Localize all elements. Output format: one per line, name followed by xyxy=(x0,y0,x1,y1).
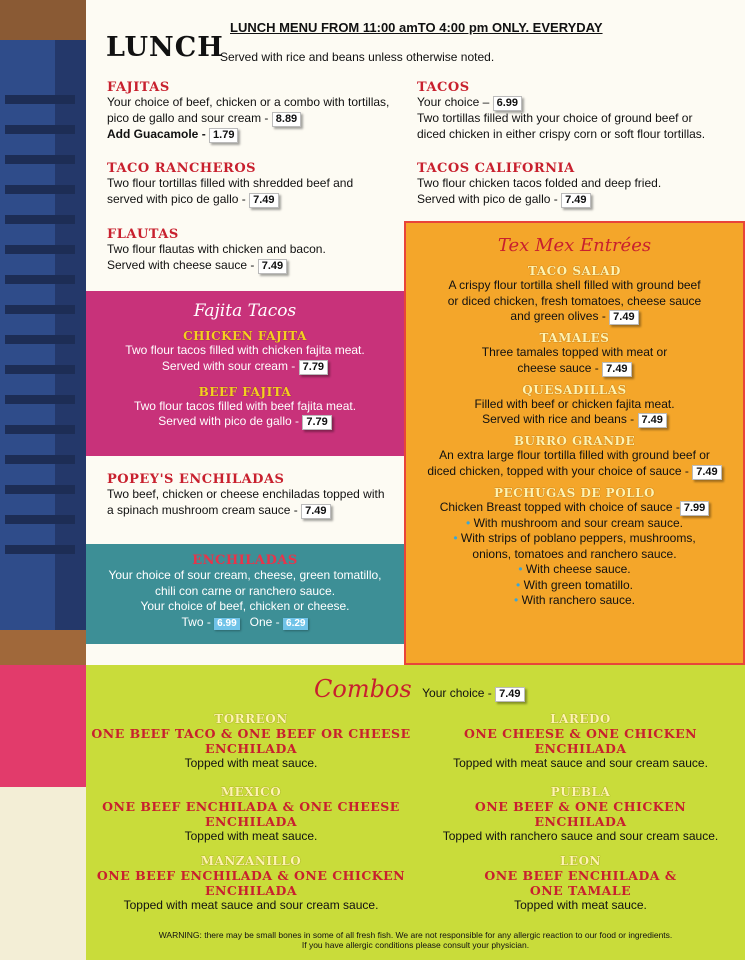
item-desc: pico de gallo and sour cream - xyxy=(107,110,272,125)
combo-manzanillo xyxy=(86,854,416,914)
item-desc: a spinach mushroom cream sauce - xyxy=(107,502,302,517)
shutter-icon xyxy=(0,0,86,665)
section-title: Combos xyxy=(314,675,412,703)
item-desc: Served with cheese sauce - xyxy=(107,257,258,272)
item-desc: A crispy flour tortilla shell filled with ground beef xyxy=(448,278,701,292)
combo-desc: Topped with meat sauce. xyxy=(514,898,647,912)
combo-line: ONE BEEF ENCHILADA & xyxy=(484,868,677,883)
tacos-california-item xyxy=(417,161,737,208)
item-name: TACOS CALIFORNIA xyxy=(417,161,575,176)
price-tag: 6.29 xyxy=(283,618,308,630)
sauce-option: onions, tomatoes and ranchero sauce. xyxy=(472,546,677,561)
section-title: Fajita Tacos xyxy=(193,301,297,321)
combos-section xyxy=(86,665,745,960)
price-tag: 1.79 xyxy=(209,128,238,143)
fajitas-item xyxy=(107,80,407,143)
price-tag: 6.99 xyxy=(493,96,522,111)
combo-name: LAREDO xyxy=(550,712,611,726)
item-desc: served with pico de gallo - xyxy=(107,191,250,206)
combo-line: ENCHILADA xyxy=(204,741,298,756)
price-tag: 7.49 xyxy=(258,259,287,274)
item-desc: or diced chicken, fresh tomatoes, cheese sauce xyxy=(447,293,702,308)
item-name: TAMALES xyxy=(539,331,610,345)
item-name: FLAUTAS xyxy=(107,227,179,242)
bullet-icon: • xyxy=(466,515,474,530)
item-desc: Chicken Breast topped with choice of sauce - xyxy=(439,499,680,514)
item-desc: Your choice of sour cream, cheese, green tomatillo, xyxy=(108,568,382,582)
item-name: FAJITAS xyxy=(107,80,170,95)
item-name: BURRO GRANDE xyxy=(513,434,636,448)
combo-line: ENCHILADA xyxy=(534,741,627,756)
price-tag: 7.49 xyxy=(638,413,667,428)
item-desc: Your choice – xyxy=(417,95,493,109)
price-tag: 7.49 xyxy=(301,504,330,519)
combo-desc: Topped with ranchero sauce and sour cream sauce. xyxy=(442,829,719,843)
item-desc: Two tortillas filled with your choice of ground beef or xyxy=(417,111,693,125)
item-name: TACOS xyxy=(417,80,470,95)
item-desc: Two flour flautas with chicken and bacon. xyxy=(107,242,326,256)
item-desc: Filled with beef or chicken fajita meat. xyxy=(474,396,675,411)
enchiladas-section xyxy=(86,544,404,644)
pink-side-strip xyxy=(0,665,86,787)
item-name: POPEY'S ENCHILADAS xyxy=(107,472,285,487)
combo-line: ONE CHEESE & ONE CHICKEN xyxy=(463,726,698,741)
item-desc: Two flour tacos filled with beef fajita meat. xyxy=(133,398,357,413)
combo-choice: Your choice - xyxy=(422,686,496,700)
fajita-tacos-section xyxy=(86,291,404,456)
price-tag: 7.49 xyxy=(609,310,638,325)
price-tag: 7.99 xyxy=(680,501,709,516)
page-subtitle: Served with rice and beans unless otherwise noted. xyxy=(220,50,495,64)
combo-line: ONE TAMALE xyxy=(529,883,632,898)
price-tag: 7.49 xyxy=(561,193,590,208)
combo-line: ONE BEEF ENCHILADA & ONE CHEESE xyxy=(102,799,400,814)
page-title: LUNCH xyxy=(106,32,224,63)
warning-line: WARNING: there may be small bones in some of all fresh fish. We are not responsible for any allergic reaction to our food or ingredients. xyxy=(158,930,673,940)
item-desc: diced chicken in either crispy corn or soft flour tortillas. xyxy=(417,126,706,141)
price-label: One - xyxy=(249,614,284,629)
bullet-icon: • xyxy=(514,593,522,607)
combo-puebla xyxy=(416,785,745,845)
combo-name: MANZANILLO xyxy=(200,854,302,868)
item-name: PECHUGAS DE POLLO xyxy=(494,485,655,500)
item-name: QUESADILLAS xyxy=(522,382,627,397)
combo-desc: Topped with meat sauce and sour cream sauce. xyxy=(453,756,708,770)
flautas-item xyxy=(107,227,407,274)
combo-line: ENCHILADA xyxy=(204,814,298,829)
bullet-icon: • xyxy=(516,577,524,592)
price-tag: 7.49 xyxy=(249,193,278,208)
combo-name: MEXICO xyxy=(220,785,282,799)
price-label: Two - xyxy=(181,614,215,629)
price-tag: 7.79 xyxy=(302,415,331,430)
hours-banner: LUNCH MENU FROM 11:00 amTO 4:00 pm ONLY. EVERYDAY xyxy=(230,20,603,35)
sauce-option: With green tomatillo. xyxy=(523,577,633,592)
tacos-item xyxy=(417,80,737,142)
section-title: Tex Mex Entrées xyxy=(497,235,652,256)
warning-line: If you have allergic conditions please consult your physician. xyxy=(301,940,530,950)
item-desc: and green olives - xyxy=(510,309,610,323)
taco-rancheros-item xyxy=(107,161,407,208)
item-desc: Two flour tacos filled with chicken fajita meat. xyxy=(125,343,365,357)
combo-name: PUEBLA xyxy=(550,785,611,799)
combo-name: TORREON xyxy=(214,712,288,726)
sauce-option: With strips of poblano peppers, mushrooms, xyxy=(460,531,696,545)
combo-desc: Topped with meat sauce and sour cream sauce. xyxy=(123,898,379,912)
combo-mexico xyxy=(86,785,416,845)
price-tag: 6.99 xyxy=(214,618,239,630)
item-name: TACO SALAD xyxy=(528,264,621,278)
combo-line: ONE BEEF TACO & ONE BEEF OR CHEESE xyxy=(91,726,411,741)
price-tag: 7.49 xyxy=(602,362,631,377)
combo-desc: Topped with meat sauce. xyxy=(184,756,318,770)
item-name: TACO RANCHEROS xyxy=(107,161,257,176)
item-desc: Two flour tortillas filled with shredded beef and xyxy=(107,176,354,190)
price-tag: 7.49 xyxy=(495,687,524,702)
cream-side-strip xyxy=(0,787,86,960)
item-desc: Your choice of beef, chicken or cheese. xyxy=(140,599,350,613)
price-tag: 8.89 xyxy=(272,112,301,127)
item-desc: cheese sauce - xyxy=(517,360,603,375)
bullet-icon: • xyxy=(453,531,461,545)
combo-line: ONE BEEF & ONE CHICKEN xyxy=(474,799,687,814)
combo-line: ONE BEEF ENCHILADA & ONE CHICKEN xyxy=(96,868,406,883)
item-desc: Served with pico de gallo - xyxy=(158,414,303,428)
popeys-enchiladas-item xyxy=(107,472,402,519)
combo-desc: Topped with meat sauce. xyxy=(184,829,318,843)
item-desc: An extra large flour tortilla filled with ground beef or xyxy=(439,448,710,462)
item-desc: Served with pico de gallo - xyxy=(417,191,562,206)
bullet-icon: • xyxy=(518,562,526,576)
combo-laredo xyxy=(416,712,745,772)
item-desc: Your choice of beef, chicken or a combo with tortillas, xyxy=(107,95,390,109)
allergy-warning xyxy=(86,930,745,950)
item-desc: Served with rice and beans - xyxy=(482,412,638,426)
combo-torreon xyxy=(86,712,416,772)
item-desc: Served with sour cream - xyxy=(161,358,299,373)
combo-leon xyxy=(416,854,745,914)
window-shutter-decoration xyxy=(0,0,86,665)
combo-line: ENCHILADA xyxy=(204,883,298,898)
combo-name: LEON xyxy=(559,854,601,868)
combo-line: ENCHILADA xyxy=(534,814,627,829)
texmex-section xyxy=(404,221,745,665)
sauce-option: With cheese sauce. xyxy=(525,562,631,576)
sauce-option: With mushroom and sour cream sauce. xyxy=(473,515,683,530)
price-tag: 7.79 xyxy=(299,360,328,375)
price-tag: 7.49 xyxy=(692,465,721,480)
item-name: BEEF FAJITA xyxy=(198,384,292,399)
item-name: CHICKEN FAJITA xyxy=(183,329,307,343)
item-desc: Two beef, chicken or cheese enchiladas topped with xyxy=(107,487,385,501)
item-name: ENCHILADAS xyxy=(192,553,298,568)
sauce-option: With ranchero sauce. xyxy=(521,593,635,607)
item-desc: Three tamales topped with meat or xyxy=(481,345,668,359)
addon-label: Add Guacamole - xyxy=(107,126,206,141)
item-desc: Two flour chicken tacos folded and deep fried. xyxy=(417,176,662,190)
item-desc: diced chicken, topped with your choice of sauce - xyxy=(427,463,693,478)
item-desc: chili con carne or ranchero sauce. xyxy=(154,583,336,598)
